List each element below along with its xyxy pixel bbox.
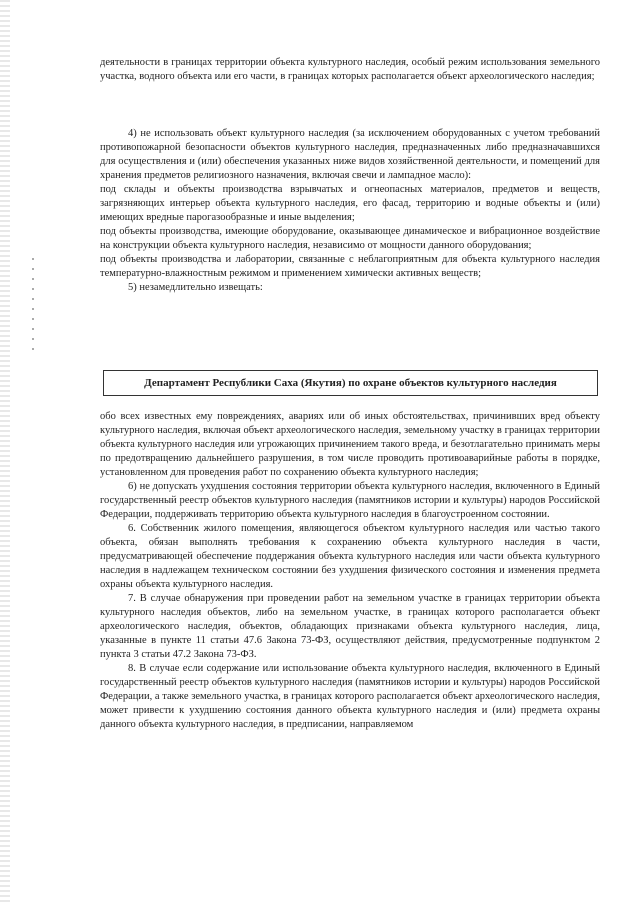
paragraph-damage-report: обо всех известных ему повреждениях, авариях или об иных обстоятельствах, причинивших вред объекту культурного наследия, включая объект археологического наследия, земельному участку в границах территории объекта культурного наследия или угрожающих причинением такого вреда, и безотлагательно принимать меры по предотвращению дальнейшего разрушения, в том числе проводить противоаварийные работы в порядке, установленном для проведения работ по сохранению объекта культурного наследия;	[100, 411, 600, 478]
paragraph-laboratories: под объекты производства и лаборатории, связанные с неблагоприятным для объекта культурного наследия температурно-влажностным режимом и применением химически активных веществ;	[100, 254, 600, 279]
paragraph-clause-7: 7. В случае обнаружения при проведении работ на земельном участке в границах территории объекта культурного наследия объектов, либо на земельном участке, в границах которого располагается объект археологического наследия, объектов, обладающих признаками объекта культурного наследия, лица, указанные в пункте 11 статьи 47.6 Закона 73-ФЗ, осуществляют действия, предусмотренные подпунктом 2 пункта 3 статьи 47.2 Закона 73-ФЗ.	[100, 593, 600, 660]
text-block-bottom	[100, 410, 600, 732]
paragraph-clause-8: 8. В случае если содержание или использование объекта культурного наследия, включенного в Единый государственный реестр объектов культурного наследия (памятников истории и культуры) народов Российской Федерации, а также земельного участка, в границах которого располагается объект археологического наследия, может привести к ухудшению состояния данного объекта культурного наследия и (или) предмета охраны данного объекта культурного наследия, в предписании, направляемом	[100, 663, 600, 730]
paragraph-production: под объекты производства, имеющие оборудование, оказывающее динамическое и вибрационное воздействие на конструкции объекта культурного наследия, независимо от мощности данного оборудования;	[100, 226, 600, 251]
paragraph-clause-6: 6. Собственник жилого помещения, являющегося объектом культурного наследия или частью такого объекта, обязан выполнять требования к сохранению объекта культурного наследия в части, предусматривающей обеспечение поддержания объекта культурного наследия или части объекта культурного наследия в надлежащем техническом состоянии без ухудшения физического состояния и изменения предмета охраны объекта культурного наследия.	[100, 523, 600, 590]
department-stamp: Департамент Республики Саха (Якутия) по охране объектов культурного наследия	[103, 370, 598, 396]
margin-marks	[30, 250, 36, 390]
text-block-top	[100, 56, 600, 84]
scan-edge	[0, 0, 10, 905]
paragraph: деятельности в границах территории объекта культурного наследия, особый режим использования земельного участка, водного объекта или его части, в границах которых располагается объект археологического наследия;	[100, 57, 600, 82]
paragraph-item-6: 6) не допускать ухудшения состояния территории объекта культурного наследия, включенного в Единый государственный реестр объектов культурного наследия (памятников истории и культуры) народов Российской Федерации, поддерживать территорию объекта культурного наследия в благоустроенном состоянии.	[100, 481, 600, 520]
paragraph-item-4: 4) не использовать объект культурного наследия (за исключением оборудованных с учетом требований противопожарной безопасности объектов культурного наследия, предназначенных либо предназначавшихся для осуществления и (или) обеспечения указанных ниже видов хозяйственной деятельности, и помещений для хранения предметов религиозного назначения, включая свечи и лампадное масло):	[100, 128, 600, 181]
paragraph-warehouses: под склады и объекты производства взрывчатых и огнеопасных материалов, предметов и веществ, загрязняющих интерьер объекта культурного наследия, его фасад, территорию и водные объекты и (или) имеющих вредные парогазообразные и иные выделения;	[100, 184, 600, 223]
text-block-middle	[100, 127, 600, 295]
paragraph-item-5: 5) незамедлительно извещать:	[128, 282, 263, 293]
